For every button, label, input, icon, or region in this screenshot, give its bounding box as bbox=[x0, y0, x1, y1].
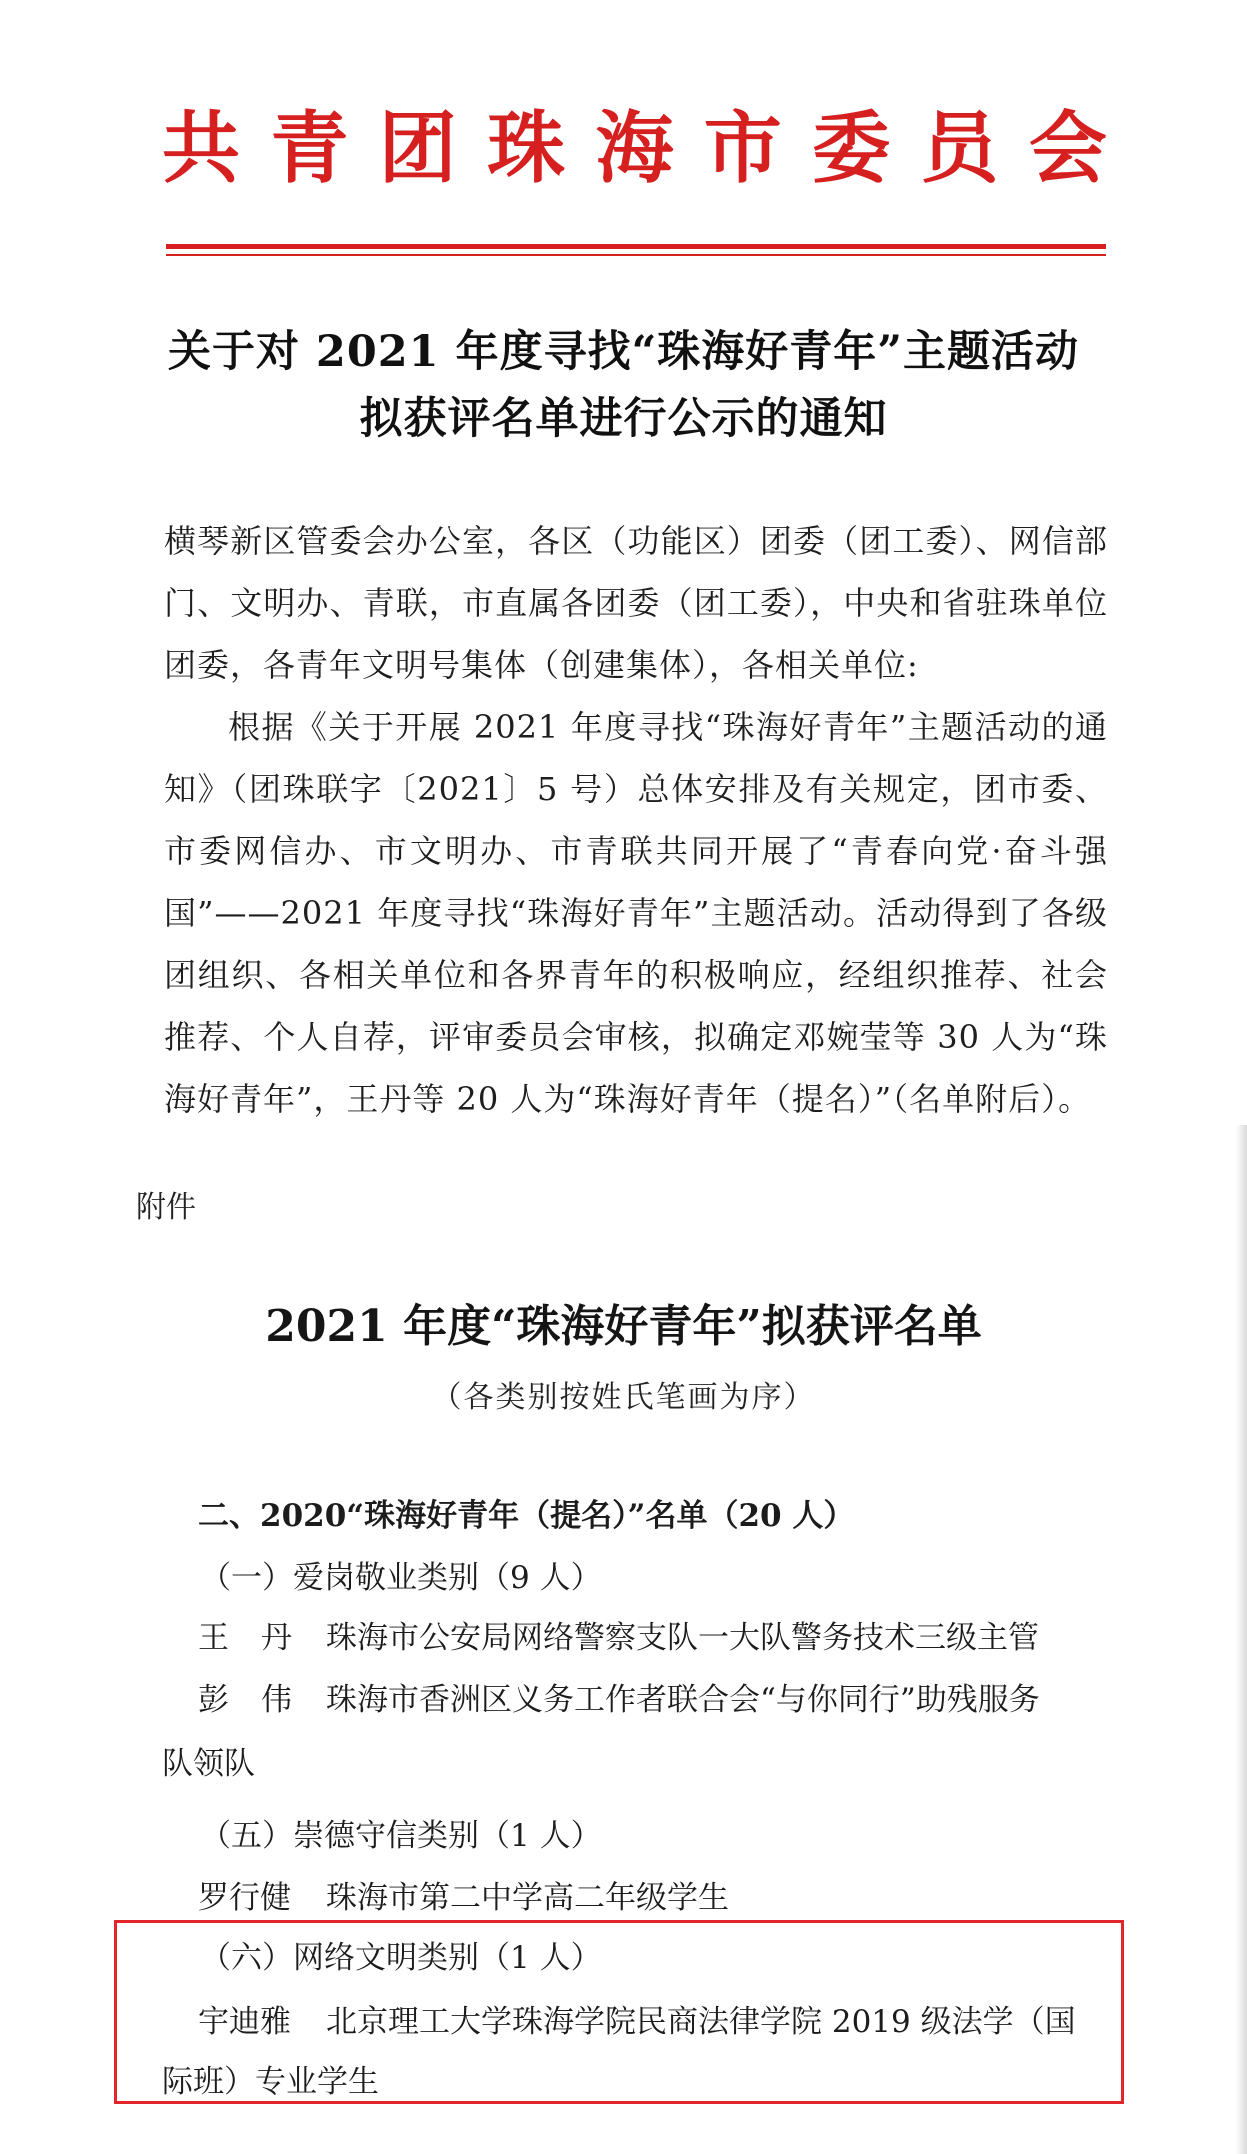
nominee-name: 王丹 bbox=[198, 1620, 324, 1656]
category-heading: （五）崇德守信类别（1 人） bbox=[200, 1818, 602, 1854]
page-edge-shadow bbox=[1236, 1125, 1247, 2154]
org-title-char: 会 bbox=[1028, 104, 1107, 194]
nominee-description: 珠海市香洲区义务工作者联合会“与你同行”助残服务 bbox=[326, 1682, 1040, 1718]
attachment-label: 附件 bbox=[136, 1190, 196, 1225]
org-title-char: 委 bbox=[812, 104, 891, 194]
nominee-name: 宇迪雅 bbox=[198, 2004, 291, 2040]
list-title: 2021 年度“珠海好青年”拟获评名单 bbox=[265, 1301, 982, 1352]
nominee-description: 北京理工大学珠海学院民商法律学院 2019 级法学（国 bbox=[326, 2004, 1076, 2040]
org-title-char: 员 bbox=[920, 104, 999, 194]
body-paragraph: 根据《关于开展 2021 年度寻找“珠海好青年”主题活动的通知》（团珠联字〔2021〕5 号）总体安排及有关规定，团市委、市委网信办、市文明办、市青联共同开展了“青春向党·奋斗强国”——2021 年度寻找“珠海好青年”主题活动。活动得到了各级团组织、各相关单位和各界青年的积极响应，经组织推荐、社会推荐、个人自荐，评审委员会审核，拟确定邓婉莹等 30 人为“珠海好青年”，王丹等 20 人为“珠海好青年（提名）”（名单附后）。 bbox=[164, 708, 1108, 1118]
org-title-char: 市 bbox=[703, 104, 782, 194]
nominee-name: 罗行健 bbox=[198, 1880, 291, 1916]
org-title-char: 珠 bbox=[487, 104, 566, 194]
nominee-description-continued: 际班）专业学生 bbox=[162, 2064, 379, 2100]
org-title-char: 团 bbox=[378, 104, 457, 194]
recipients-paragraph: 横琴新区管委会办公室，各区（功能区）团委（团工委）、网信部门、文明办、青联，市直属各团委（团工委），中央和省驻珠单位团委，各青年文明号集体（创建集体），各相关单位: bbox=[164, 522, 1108, 684]
red-divider-thick bbox=[166, 244, 1106, 249]
org-title bbox=[162, 92, 1107, 192]
nominee-description-continued: 队领队 bbox=[162, 1746, 255, 1782]
org-title-char: 海 bbox=[595, 104, 674, 194]
org-title-char: 青 bbox=[270, 104, 349, 194]
category-heading: （一）爱岗敬业类别（9 人） bbox=[200, 1560, 602, 1596]
org-title-char: 共 bbox=[162, 104, 241, 194]
section-heading: 二、2020“珠海好青年（提名）”名单（20 人） bbox=[198, 1498, 855, 1534]
red-divider-thin bbox=[166, 254, 1106, 256]
notice-title-line-2: 拟获评名单进行公示的通知 bbox=[359, 394, 888, 444]
nominee-name: 彭伟 bbox=[198, 1682, 324, 1718]
nominee-description: 珠海市公安局网络警察支队一大队警务技术三级主管 bbox=[326, 1620, 1039, 1656]
list-subtitle: （各类别按姓氏笔画为序） bbox=[431, 1380, 816, 1415]
notice-title-line-1: 关于对 2021 年度寻找“珠海好青年”主题活动 bbox=[167, 327, 1080, 377]
nominee-description: 珠海市第二中学高二年级学生 bbox=[326, 1880, 729, 1916]
category-heading: （六）网络文明类别（1 人） bbox=[200, 1940, 602, 1976]
